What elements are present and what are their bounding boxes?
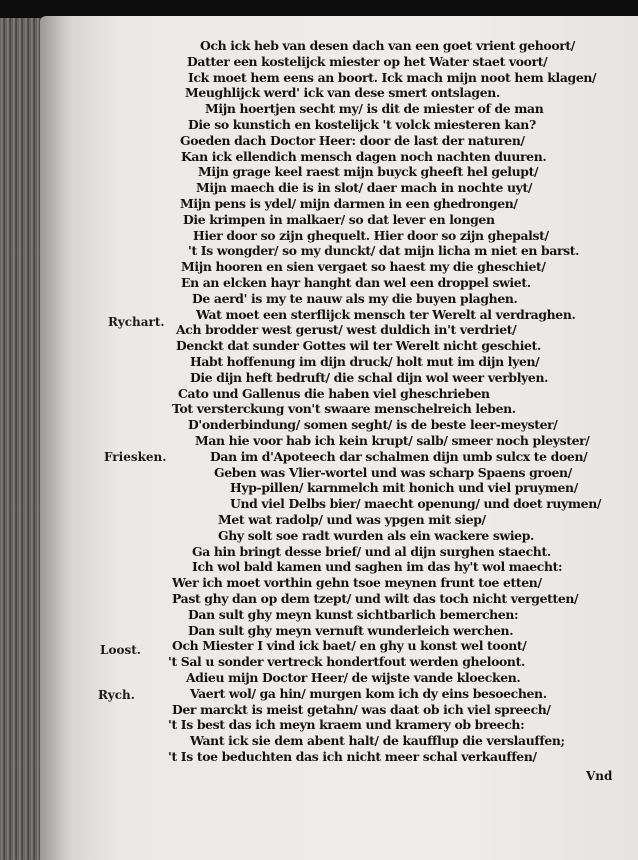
verse-line: Habt hoffenung im dijn druck/ holt mut im dijn lyen/ (190, 354, 540, 369)
verse-line: 't Is toe beduchten das ich nicht meer schal verkauffen/ (168, 749, 537, 764)
verse-line: Die so kunstich en kostelijck 't volck miesteren kan? (188, 117, 536, 132)
verse-line: Ach brodder west gerust/ west duldich in't verdriet/ (176, 322, 517, 338)
verse-line: Denckt dat sunder Gottes wil ter Werelt nicht geschiet. (176, 338, 541, 354)
verse-line: Mijn maech die is in slot/ daer mach in nochte uyt/ (196, 180, 533, 196)
verse-line: D'onderbindung/ somen seght/ is de beste leer-meyster/ (188, 417, 558, 433)
verse-line: Wat moet een sterflijck mensch ter Werelt al verdraghen. (196, 306, 576, 322)
verse-line: Met wat radolp/ und was ypgen mit siep/ (218, 512, 486, 527)
page-stack-edge (0, 18, 44, 860)
verse-line: Ga hin bringt desse brief/ und al dijn surghen staecht. (192, 543, 551, 559)
verse-line: Past ghy dan op dem tzept/ und wilt das toch nicht vergetten/ (172, 591, 579, 606)
verse-line: Cato und Gallenus die haben viel gheschrieben (178, 385, 490, 401)
verse-line: Und viel Delbs bier/ maecht openung/ und doet ruymen/ (230, 496, 602, 512)
verse-line: Ick moet hem eens an boort. Ick mach mijn noot hem klagen/ (188, 69, 597, 85)
speaker-label: Loost. (100, 643, 141, 657)
verse-line: Geben was Vlier-wortel und was scharp Spaens groen/ (214, 464, 572, 480)
catchword: Vnd (586, 769, 613, 783)
verse-line: Mijn hooren en sien vergaet so haest my die gheschiet/ (181, 259, 546, 275)
verse-line: Wer ich moet vorthin gehn tsoe meynen frunt toe etten/ (172, 575, 542, 591)
verse-line: En an elcken hayr hanght dan wel een droppel swiet. (181, 275, 531, 290)
verse-line: Man hie voor hab ich kein krupt/ salb/ smeer noch pleyster/ (195, 433, 590, 448)
verse-line: Adieu mijn Doctor Heer/ de wijste vande kloecken. (186, 670, 521, 685)
verse-line: Dan sult ghy meyn kunst sichtbarlich bemerchen: (188, 606, 519, 622)
verse-line: Datter een kostelijck miester op het Water staet voort/ (187, 53, 548, 69)
verse-line: Want ick sie dem abent halt/ de kaufflup die verslauffen; (190, 733, 565, 749)
verse-line: Mijn hoertjen secht my/ is dit de miester of de man (205, 101, 544, 117)
speaker-label: Rychart. (108, 315, 165, 329)
verse-line: 't Is best das ich meyn kraem und kramery ob breech: (168, 717, 525, 733)
verse-line: Kan ick ellendich mensch dagen noch nachten duuren. (181, 148, 547, 164)
verse-line: Meughlijck werd' ick van dese smert ontslagen. (185, 85, 500, 101)
verse-line: Hier door so zijn ghequelt. Hier door so zijn ghepalst/ (193, 227, 549, 243)
verse-line: Tot versterckung von't swaare menschelreich leben. (172, 401, 516, 417)
verse-line: Mijn pens is ydel/ mijn darmen in een ghedrongen/ (180, 196, 518, 211)
verse-line: Och Miester I vind ick baet/ en ghy u konst wel toont/ (172, 638, 527, 654)
verse-line: Ghy solt soe radt wurden als ein wackere swiep. (218, 527, 534, 543)
verse-line: Goeden dach Doctor Heer: door de last der naturen/ (180, 132, 525, 148)
verse-line: Dan im d'Apoteech dar schalmen dijn umb sulcx te doen/ (210, 448, 588, 464)
verse-line: 't Is wongder/ so my dunckt/ dat mijn licha m niet en barst. (188, 243, 580, 259)
verse-line: Vaert wol/ ga hin/ murgen kom ich dy eins besoechen. (190, 685, 547, 701)
verse-line: Die dijn heft bedruft/ die schal dijn wol weer verblyen. (190, 369, 549, 385)
verse-line: De aerd' is my te nauw als my die buyen plaghen. (192, 290, 518, 306)
verse-line: Dan sult ghy meyn vernuft wunderleich werchen. (188, 622, 514, 638)
verse-line: Der marckt is meist getahn/ was daat ob ich viel spreech/ (172, 701, 551, 717)
verse-line: 't Sal u sonder vertreck hondertfout werden gheloont. (168, 654, 525, 670)
verse-line: Mijn grage keel raest mijn buyck gheeft hel gelupt/ (198, 164, 539, 180)
verse-line: Ich wol bald kamen und saghen im das hy't wol maecht: (192, 559, 563, 575)
verse-line: Die krimpen in malkaer/ so dat lever en longen (183, 211, 495, 227)
verse-line: Hyp-pillen/ karnmelch mit honich und viel pruymen/ (230, 480, 578, 496)
speaker-label: Rych. (98, 688, 135, 702)
speaker-label: Friesken. (104, 450, 167, 464)
verse-line: Och ick heb van desen dach van een goet vrient gehoort/ (200, 38, 575, 53)
